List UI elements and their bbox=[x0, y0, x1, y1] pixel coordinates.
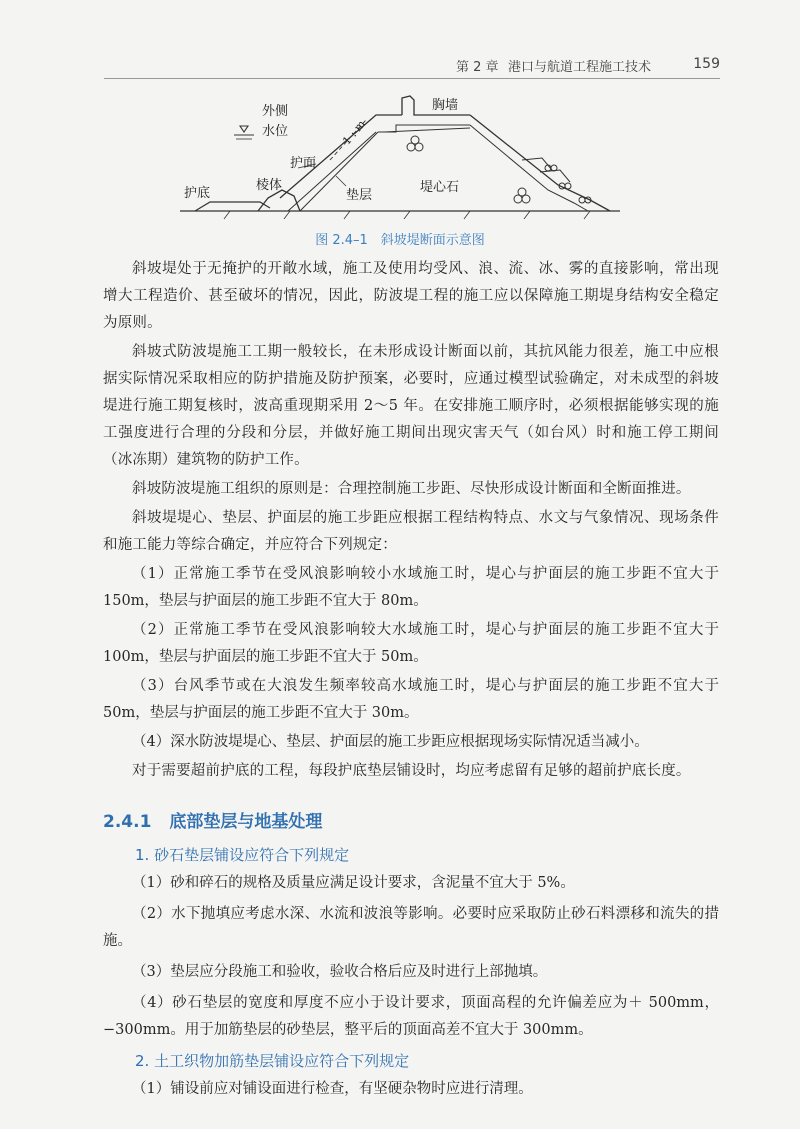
list-item: （2）正常施工季节在受风浪影响较大水域施工时，堤心与护面层的施工步距不宜大于 100m，垫层与护面层的施工步距不宜大于 50m。 bbox=[103, 622, 719, 665]
page-number: 159 bbox=[693, 56, 720, 72]
list-item: （1）铺设前应对铺设面进行检查，有坚硬杂物时应进行清理。 bbox=[132, 1081, 533, 1097]
section-number: 2.4.1 bbox=[103, 812, 152, 832]
paragraph: 斜坡堤堤心、垫层、护面层的施工步距应根据工程结构特点、水文与气象情况、现场条件和施工能力等综合确定，并应符合下列规定： bbox=[103, 510, 719, 553]
water-level-symbol bbox=[240, 126, 248, 132]
chapter-number: 第 2 章 bbox=[456, 60, 499, 75]
rear-slope bbox=[470, 115, 610, 211]
list-item: （4）砂石垫层的宽度和厚度不应小于设计要求，顶面高程的允许偏差应为＋ 500mm，−300mm。用于加筋垫层的砂垫层，整平后的顶面高差不宜大于 300mm。 bbox=[103, 995, 719, 1038]
paragraph: 斜坡式防波堤施工工期一般较长，在未形成设计断面以前，其抗风能力很差，施工中应根据实际情况采取相应的防护措施及防护预案，必要时，应通过模型试验确定，对未成型的斜坡堤进行施工期复核时，波高重现期采用 2～5 年。在安排施工顺序时，必须根据能够实现的施工强度进行合理的分段和分层，并做好施工期间出现灾害天气（如台风）时和施工停工期间（冰冻期）建筑物的防护工作。 bbox=[103, 344, 719, 468]
list-item: （2）水下抛填应考虑水深、水流和波浪等影响。必要时应采取防止砂石料漂移和流失的措施。 bbox=[103, 906, 719, 949]
label-cushion: 垫层 bbox=[346, 188, 373, 203]
header-rule bbox=[104, 78, 720, 79]
label-water-level: 水位 bbox=[262, 124, 289, 139]
running-header bbox=[456, 56, 720, 76]
label-outer: 外侧 bbox=[262, 104, 289, 119]
list-item: （1）砂和碎石的规格及质量应满足设计要求，含泥量不宜大于 5%。 bbox=[132, 875, 575, 891]
list-item: （3）台风季节或在大浪发生频率较高水域施工时，堤心与护面层的施工步距不宜大于 50m，垫层与护面层的施工步距不宜大于 30m。 bbox=[103, 678, 719, 721]
label-core: 堤心石 bbox=[420, 180, 460, 195]
subsection-heading: 2. 土工织物加筋垫层铺设应符合下列规定 bbox=[135, 1052, 410, 1070]
list-item: （1）正常施工季节在受风浪影响较小水域施工时，堤心与护面层的施工步距不宜大于 150m，垫层与护面层的施工步距不宜大于 80m。 bbox=[103, 566, 719, 609]
paragraph: 斜坡防波堤施工组织的原则是：合理控制施工步距、尽快形成设计断面和全断面推进。 bbox=[132, 481, 691, 497]
paragraph: 斜坡堤处于无掩护的开敞水域，施工及使用均受风、浪、流、冰、雾的直接影响，常出现增大工程造价、甚至破坏的情况，因此，防波堤工程的施工应以保障施工期堤身结构安全稳定为原则。 bbox=[103, 261, 719, 331]
section-heading bbox=[103, 807, 719, 832]
breakwater-figure bbox=[170, 90, 630, 222]
figure-caption: 图 2.4–1 斜坡堤断面示意图 bbox=[315, 233, 485, 248]
chapter-title: 港口与航道工程施工技术 bbox=[508, 60, 652, 75]
subsection-heading: 1. 砂石垫层铺设应符合下列规定 bbox=[135, 846, 350, 864]
list-item: （3）垫层应分段施工和验收，验收合格后应及时进行上部抛填。 bbox=[132, 964, 548, 980]
list-item: （4）深水防波堤堤心、垫层、护面层的施工步距应根据现场实际情况适当减小。 bbox=[132, 734, 649, 750]
main-text bbox=[103, 256, 719, 1107]
section-title: 底部垫层与地基处理 bbox=[169, 812, 323, 832]
breakwater-cross-section-diagram bbox=[170, 90, 630, 222]
paragraph: 对于需要超前护底的工程，每段护底垫层铺设时，均应考虑留有足够的超前护底长度。 bbox=[132, 763, 691, 779]
label-toe: 护底 bbox=[184, 186, 211, 201]
label-crown-wall: 胸墙 bbox=[432, 98, 459, 113]
label-slope: 1 : m bbox=[340, 117, 369, 148]
label-armor: 护面 bbox=[290, 156, 317, 171]
prism bbox=[258, 190, 300, 211]
label-prism: 棱体 bbox=[256, 178, 283, 193]
